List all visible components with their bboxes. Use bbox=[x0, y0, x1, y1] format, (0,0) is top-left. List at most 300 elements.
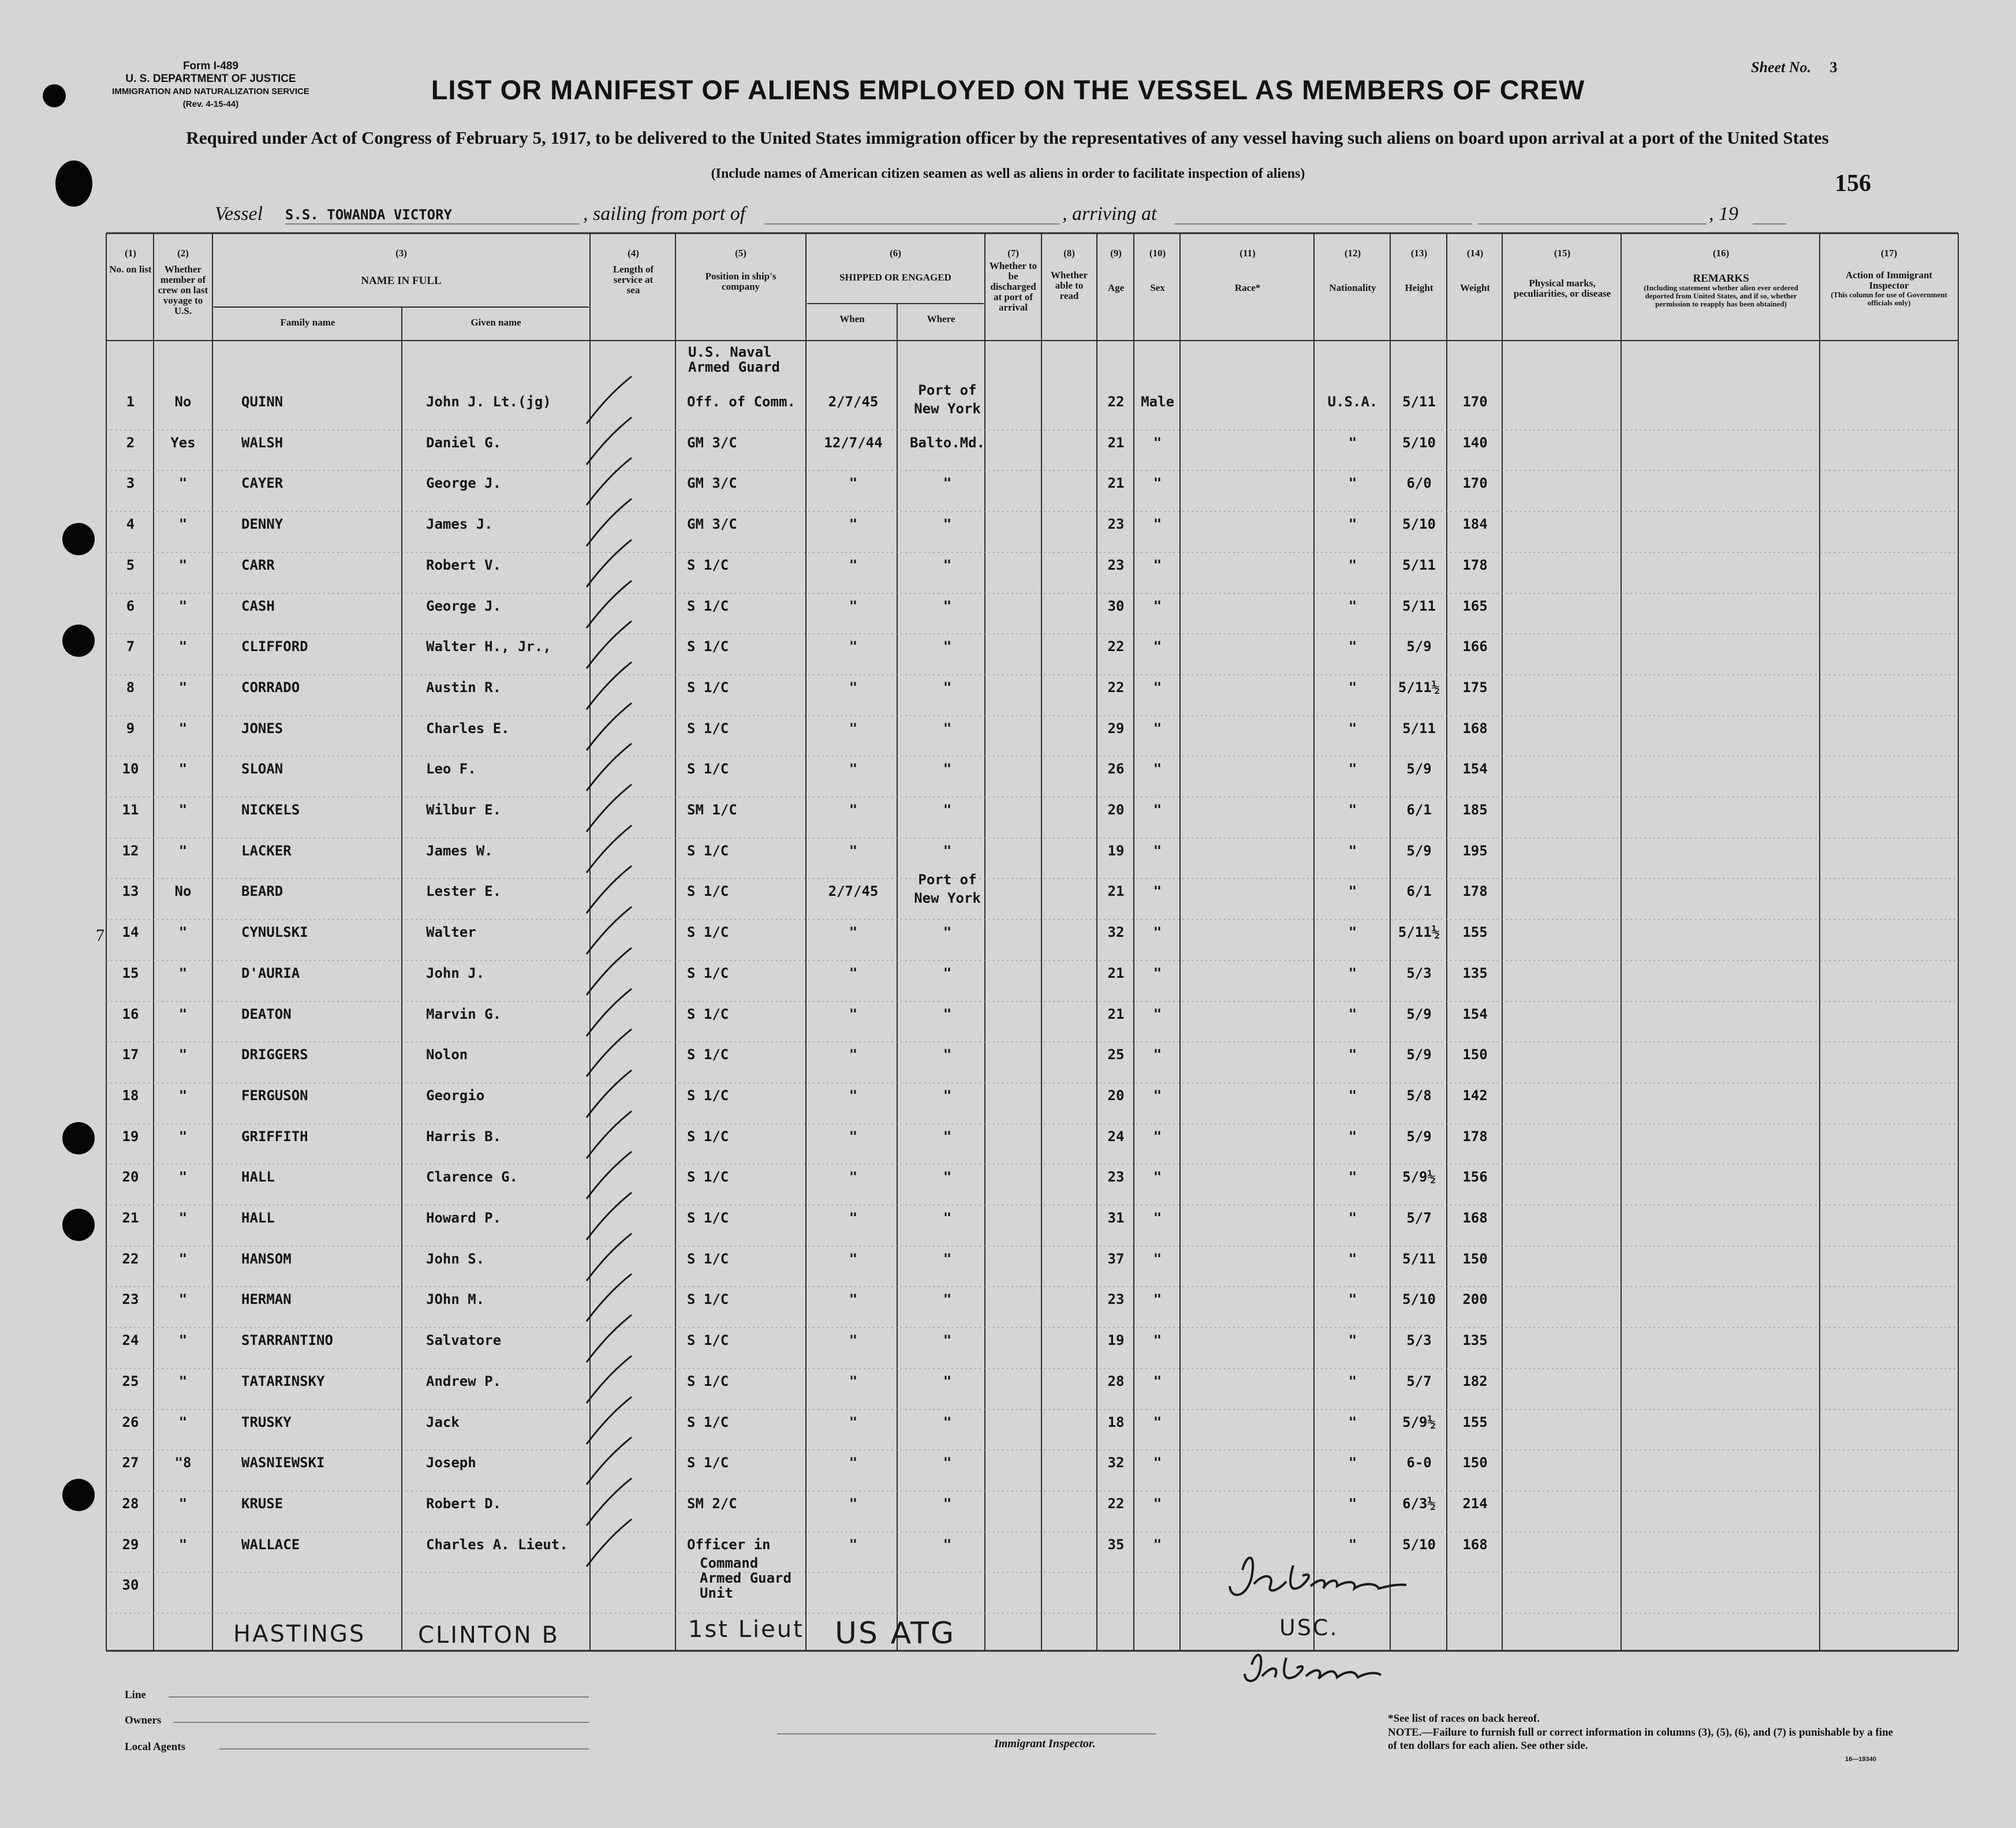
row-number: 24 bbox=[122, 1332, 139, 1348]
row-previous-voyage: No bbox=[174, 394, 192, 410]
row-shipped-where: " bbox=[943, 1087, 952, 1104]
row-age: 22 bbox=[1107, 1496, 1125, 1512]
row-family-name: HALL bbox=[241, 1169, 275, 1185]
page-number: 156 bbox=[1835, 170, 1871, 197]
row-weight: 195 bbox=[1462, 843, 1488, 859]
row-given-name: JOhn M. bbox=[426, 1291, 485, 1307]
col6-num: (6) bbox=[890, 248, 901, 259]
row-nationality: " bbox=[1348, 1496, 1357, 1512]
col17-num: (17) bbox=[1880, 248, 1898, 259]
row-given-name: Robert D. bbox=[426, 1496, 502, 1512]
row-nationality: " bbox=[1348, 1006, 1357, 1022]
row-position: SM 2/C bbox=[687, 1496, 737, 1512]
col16-num: (16) bbox=[1712, 248, 1730, 259]
row-nationality: " bbox=[1348, 965, 1357, 981]
row-nationality: " bbox=[1348, 1087, 1357, 1104]
row-position: GM 3/C bbox=[687, 435, 737, 451]
row-shipped-when: " bbox=[849, 1414, 858, 1430]
row-given-name: Jack bbox=[426, 1414, 460, 1430]
row-given-name: Joseph bbox=[426, 1455, 476, 1471]
row-previous-voyage: " bbox=[178, 965, 188, 981]
row-shipped-when: " bbox=[849, 1169, 858, 1185]
row-nationality: " bbox=[1348, 435, 1357, 451]
row-height: 5/9 bbox=[1406, 638, 1432, 655]
row-shipped-where: " bbox=[943, 802, 952, 818]
row-sex: " bbox=[1153, 475, 1162, 491]
col11-label: Race* bbox=[1234, 282, 1261, 293]
row-number: 4 bbox=[126, 516, 135, 532]
row-shipped-where: " bbox=[943, 1496, 952, 1512]
row-position: S 1/C bbox=[687, 1291, 729, 1307]
row-age: 25 bbox=[1107, 1046, 1125, 1063]
row-shipped-where: " bbox=[943, 516, 952, 532]
row-weight: 168 bbox=[1462, 720, 1488, 737]
row-given-name: Howard P. bbox=[426, 1210, 502, 1226]
row-previous-voyage: Yes bbox=[170, 435, 196, 451]
row-shipped-where: " bbox=[943, 1169, 952, 1185]
row-sex: " bbox=[1153, 1006, 1162, 1022]
col12-num: (12) bbox=[1344, 248, 1361, 259]
year-label: , 19 bbox=[1709, 203, 1738, 225]
row-family-name: HANSOM bbox=[241, 1251, 292, 1267]
row-number: 26 bbox=[122, 1414, 139, 1430]
page-title: LIST OR MANIFEST OF ALIENS EMPLOYED ON THE VESSEL AS MEMBERS OF CREW bbox=[431, 74, 1585, 105]
row-number: 6 bbox=[126, 598, 135, 614]
col3-num: (3) bbox=[395, 248, 407, 259]
row-shipped-where: " bbox=[943, 598, 952, 614]
row-nationality: U.S.A. bbox=[1327, 394, 1378, 410]
row-position: S 1/C bbox=[687, 965, 729, 981]
inspector-label: Immigrant Inspector. bbox=[994, 1737, 1096, 1750]
sheet-value: 3 bbox=[1830, 59, 1838, 76]
row-family-name: GRIFFITH bbox=[241, 1128, 308, 1145]
row-number: 5 bbox=[126, 557, 135, 573]
col7-num: (7) bbox=[1007, 248, 1019, 259]
agents-label: Local Agents bbox=[125, 1741, 186, 1753]
row-sex: " bbox=[1153, 1373, 1162, 1389]
row-position: S 1/C bbox=[687, 1087, 729, 1104]
row-weight: 150 bbox=[1462, 1251, 1488, 1267]
row-weight: 178 bbox=[1462, 1128, 1488, 1145]
row-given-name: Georgio bbox=[426, 1087, 485, 1104]
row-given-name: Daniel G. bbox=[426, 435, 502, 451]
vessel-label: Vessel bbox=[215, 203, 263, 225]
row-given-name: Walter H., Jr., bbox=[426, 638, 551, 655]
row-nationality: " bbox=[1348, 1128, 1357, 1145]
row-sex: " bbox=[1153, 598, 1162, 614]
row-shipped-when: " bbox=[849, 475, 858, 491]
row-shipped-when: " bbox=[849, 638, 858, 655]
row-previous-voyage: " bbox=[178, 761, 188, 777]
row-shipped-where: " bbox=[943, 965, 952, 981]
col6-when-label: When bbox=[839, 313, 865, 324]
row-shipped-when: " bbox=[849, 598, 858, 614]
row-given-name: John J. bbox=[426, 965, 485, 981]
row-shipped-when: " bbox=[849, 720, 858, 737]
row-shipped-when: " bbox=[849, 1455, 858, 1471]
row29-position-line3: Armed Guard bbox=[700, 1570, 792, 1586]
row-shipped-where: " bbox=[943, 1291, 952, 1307]
col3-given-label: Given name bbox=[471, 317, 521, 328]
row-weight: 178 bbox=[1462, 557, 1488, 573]
row-given-name: Salvatore bbox=[426, 1332, 502, 1348]
penalty-note: NOTE.—Failure to furnish full or correct information in columns (3), (5), (6), and (7) is punishable by a fine of ten dollars for each alien. See other side. bbox=[1388, 1726, 1894, 1752]
row-shipped-when: " bbox=[849, 557, 858, 573]
row-weight: 155 bbox=[1462, 1414, 1488, 1430]
row-sex: " bbox=[1153, 802, 1162, 818]
row-position: S 1/C bbox=[687, 638, 729, 655]
row-family-name: BEARD bbox=[241, 883, 283, 899]
vessel-name: S.S. TOWANDA VICTORY bbox=[285, 207, 452, 223]
row-number: 19 bbox=[122, 1128, 139, 1145]
row-given-name: George J. bbox=[426, 598, 502, 614]
row-shipped-when: " bbox=[849, 1373, 858, 1389]
col5-num: (5) bbox=[735, 248, 746, 259]
row-family-name: CASH bbox=[241, 598, 275, 614]
row29-position-line2: Command bbox=[700, 1555, 759, 1571]
owners-label: Owners bbox=[125, 1714, 162, 1726]
row-sex: " bbox=[1153, 516, 1162, 532]
col12-label: Nationality bbox=[1329, 282, 1376, 293]
row-height: 5/7 bbox=[1406, 1373, 1432, 1389]
row-shipped-where: Port of bbox=[918, 872, 977, 888]
row-shipped-where: " bbox=[943, 679, 952, 696]
row-shipped-when: " bbox=[849, 1128, 858, 1145]
row-number: 12 bbox=[122, 843, 139, 859]
row-weight: 170 bbox=[1462, 394, 1488, 410]
col5-label: Position in ship's company bbox=[705, 271, 776, 292]
handwritten-position: 1st Lieut bbox=[688, 1616, 804, 1643]
row-previous-voyage: " bbox=[178, 720, 188, 737]
row-weight: 185 bbox=[1462, 802, 1488, 818]
row-family-name: CARR bbox=[241, 557, 275, 573]
row-age: 21 bbox=[1107, 475, 1125, 491]
row-age: 32 bbox=[1107, 1455, 1125, 1471]
row-height: 5/10 bbox=[1402, 516, 1436, 532]
row-number: 22 bbox=[122, 1251, 139, 1267]
row-age: 19 bbox=[1107, 843, 1125, 859]
col2-label: Whether member of crew on last voyage to U.S. bbox=[158, 264, 208, 316]
row-family-name: STARRANTINO bbox=[241, 1332, 333, 1348]
row-weight: 184 bbox=[1462, 516, 1488, 532]
row-number: 14 bbox=[122, 924, 139, 940]
row-age: 22 bbox=[1107, 394, 1125, 410]
row-previous-voyage: " bbox=[178, 1210, 188, 1226]
col4-label: Length of service at sea bbox=[613, 264, 654, 296]
line-label: Line bbox=[125, 1689, 146, 1701]
row-age: 30 bbox=[1107, 598, 1125, 614]
row-previous-voyage: " bbox=[178, 1373, 188, 1389]
row-sex: " bbox=[1153, 679, 1162, 696]
row-family-name: D'AURIA bbox=[241, 965, 300, 981]
row-family-name: DENNY bbox=[241, 516, 283, 532]
row-given-name: George J. bbox=[426, 475, 502, 491]
row-given-name: James W. bbox=[426, 843, 493, 859]
row-shipped-where-line2: New York bbox=[914, 401, 981, 417]
row-position: S 1/C bbox=[687, 1332, 729, 1348]
row-shipped-where: " bbox=[943, 1414, 952, 1430]
row-height: 6/3½ bbox=[1402, 1496, 1436, 1512]
row-sex: " bbox=[1153, 1210, 1162, 1226]
row-weight: 175 bbox=[1462, 679, 1488, 696]
row-height: 5/11 bbox=[1402, 1251, 1436, 1267]
row-number: 15 bbox=[122, 965, 139, 981]
row-sex: " bbox=[1153, 557, 1162, 573]
row-nationality: " bbox=[1348, 1332, 1357, 1348]
row-family-name: TRUSKY bbox=[241, 1414, 292, 1430]
row-previous-voyage: " bbox=[178, 598, 188, 614]
col4-num: (4) bbox=[628, 248, 639, 259]
row-given-name: Leo F. bbox=[426, 761, 476, 777]
row-sex: " bbox=[1153, 1455, 1162, 1471]
row-given-name: Clarence G. bbox=[426, 1169, 518, 1185]
row-given-name: Nolon bbox=[426, 1046, 468, 1063]
row-nationality: " bbox=[1348, 883, 1357, 899]
include-note: (Include names of American citizen seamen as well as aliens in order to facilitate inspection of aliens) bbox=[711, 166, 1305, 181]
row-shipped-when: " bbox=[849, 965, 858, 981]
row-position: S 1/C bbox=[687, 843, 729, 859]
handwritten-given: CLINTON B bbox=[418, 1622, 559, 1648]
row-sex: " bbox=[1153, 1332, 1162, 1348]
col16-label: REMARKS bbox=[1693, 272, 1749, 285]
row-position: S 1/C bbox=[687, 924, 729, 940]
row-position: SM 1/C bbox=[687, 802, 737, 818]
row-height: 5/3 bbox=[1406, 1332, 1432, 1348]
row-height: 5/11 bbox=[1402, 394, 1436, 410]
row-number: 1 bbox=[126, 394, 135, 410]
row-sex: " bbox=[1153, 435, 1162, 451]
row-family-name: NICKELS bbox=[241, 802, 300, 818]
row-family-name: SLOAN bbox=[241, 761, 283, 777]
row-sex: " bbox=[1153, 1291, 1162, 1307]
row-family-name: WASNIEWSKI bbox=[241, 1455, 325, 1471]
row-sex: " bbox=[1153, 1128, 1162, 1145]
row-shipped-where: " bbox=[943, 557, 952, 573]
row-sex: " bbox=[1153, 1251, 1162, 1267]
row-number: 2 bbox=[126, 435, 135, 451]
unit-header-line2: Armed Guard bbox=[688, 359, 780, 375]
row-given-name: Austin R. bbox=[426, 679, 502, 696]
row-nationality: " bbox=[1348, 1291, 1357, 1307]
row-family-name: WALSH bbox=[241, 435, 283, 451]
row-family-name: KRUSE bbox=[241, 1496, 283, 1512]
row-previous-voyage: " bbox=[178, 1496, 188, 1512]
row-nationality: " bbox=[1348, 1537, 1357, 1553]
row-sex: " bbox=[1153, 761, 1162, 777]
row-sex: Male bbox=[1141, 394, 1174, 410]
row-number: 13 bbox=[122, 883, 139, 899]
row-previous-voyage: No bbox=[174, 883, 192, 899]
handwritten-sig-org: USC. bbox=[1279, 1615, 1339, 1640]
row-height: 5/9½ bbox=[1402, 1169, 1436, 1185]
row-shipped-when: " bbox=[849, 516, 858, 532]
row-weight: 165 bbox=[1462, 598, 1488, 614]
row-family-name: HALL bbox=[241, 1210, 275, 1226]
row-height: 5/10 bbox=[1402, 435, 1436, 451]
row-position: Off. of Comm. bbox=[687, 394, 796, 410]
row-given-name: Robert V. bbox=[426, 557, 502, 573]
sailing-label: , sailing from port of bbox=[583, 203, 746, 225]
row-previous-voyage: " bbox=[178, 1537, 188, 1553]
row-sex: " bbox=[1153, 924, 1162, 940]
row-family-name: WALLACE bbox=[241, 1537, 300, 1553]
row-family-name: TATARINSKY bbox=[241, 1373, 325, 1389]
form-revision: (Rev. 4-15-44) bbox=[182, 99, 239, 109]
row-nationality: " bbox=[1348, 761, 1357, 777]
row-weight: 214 bbox=[1462, 1496, 1488, 1512]
col14-num: (14) bbox=[1466, 248, 1484, 259]
row-position: S 1/C bbox=[687, 1128, 729, 1145]
row-number: 16 bbox=[122, 1006, 139, 1022]
row-nationality: " bbox=[1348, 1251, 1357, 1267]
row-family-name: CLIFFORD bbox=[241, 638, 308, 655]
row-family-name: FERGUSON bbox=[241, 1087, 308, 1104]
col16-sub: (Including statement whether alien ever ordered deported from United States, and if so, whether permission to reapply has been obtained) bbox=[1644, 283, 1798, 308]
col10-label: Sex bbox=[1150, 282, 1165, 293]
row-previous-voyage: " bbox=[178, 475, 188, 491]
form-service: IMMIGRATION AND NATURALIZATION SERVICE bbox=[112, 87, 309, 96]
row-given-name: Walter bbox=[426, 924, 476, 940]
col17-label: Action of Immigrant Inspector bbox=[1845, 270, 1933, 291]
row-position: S 1/C bbox=[687, 883, 729, 899]
row-shipped-where: " bbox=[943, 475, 952, 491]
row-position: S 1/C bbox=[687, 761, 729, 777]
row-height: 5/11½ bbox=[1398, 679, 1440, 696]
row-shipped-where: " bbox=[943, 638, 952, 655]
row-previous-voyage: " bbox=[178, 1087, 188, 1104]
row-sex: " bbox=[1153, 1046, 1162, 1063]
col3-family-label: Family name bbox=[280, 317, 335, 328]
row-number: 7 bbox=[126, 638, 135, 655]
row-given-name: Lester E. bbox=[426, 883, 502, 899]
row-age: 21 bbox=[1107, 1006, 1125, 1022]
row-age: 20 bbox=[1107, 802, 1125, 818]
row-shipped-when: " bbox=[849, 1537, 858, 1553]
row-height: 6-0 bbox=[1406, 1455, 1432, 1471]
row-position: S 1/C bbox=[687, 598, 729, 614]
row-position: S 1/C bbox=[687, 1169, 729, 1185]
col15-num: (15) bbox=[1554, 248, 1571, 259]
row-shipped-when: " bbox=[849, 1046, 858, 1063]
row-weight: 182 bbox=[1462, 1373, 1488, 1389]
unit-header-line1: U.S. Naval bbox=[688, 344, 772, 360]
row-age: 18 bbox=[1107, 1414, 1125, 1430]
col2-num: (2) bbox=[177, 248, 189, 259]
row-family-name: DEATON bbox=[241, 1006, 292, 1022]
row-position: S 1/C bbox=[687, 557, 729, 573]
row-age: 19 bbox=[1107, 1332, 1125, 1348]
handwritten-shipped: US ATG bbox=[835, 1616, 956, 1651]
row-shipped-where: " bbox=[943, 924, 952, 940]
row-shipped-when: " bbox=[849, 1251, 858, 1267]
row-family-name: QUINN bbox=[241, 394, 283, 410]
row-weight: 168 bbox=[1462, 1537, 1488, 1553]
row-height: 6/0 bbox=[1406, 475, 1432, 491]
row-given-name: John S. bbox=[426, 1251, 485, 1267]
row-position: S 1/C bbox=[687, 1251, 729, 1267]
col7-label: Whether to be discharged at port of arrival bbox=[989, 260, 1037, 313]
row-family-name: CORRADO bbox=[241, 679, 300, 696]
row-given-name: John J. Lt.(jg) bbox=[426, 394, 551, 410]
col8-label: Whether able to read bbox=[1050, 270, 1088, 301]
row-height: 5/9 bbox=[1406, 843, 1432, 859]
row-position: S 1/C bbox=[687, 1210, 729, 1226]
row-nationality: " bbox=[1348, 720, 1357, 737]
row-weight: 154 bbox=[1462, 761, 1488, 777]
row-position: S 1/C bbox=[687, 1414, 729, 1430]
row-height: 5/9 bbox=[1406, 1046, 1432, 1063]
row-position: S 1/C bbox=[687, 720, 729, 737]
col11-num: (11) bbox=[1240, 248, 1256, 259]
row-number: 28 bbox=[122, 1496, 139, 1512]
row-shipped-when: " bbox=[849, 843, 858, 859]
row-family-name: HERMAN bbox=[241, 1291, 292, 1307]
row-age: 26 bbox=[1107, 761, 1125, 777]
row-age: 21 bbox=[1107, 435, 1125, 451]
row-age: 29 bbox=[1107, 720, 1125, 737]
row-age: 23 bbox=[1107, 1169, 1125, 1185]
row-previous-voyage: " bbox=[178, 1006, 188, 1022]
row-nationality: " bbox=[1348, 924, 1357, 940]
row-nationality: " bbox=[1348, 1046, 1357, 1063]
row-number: 18 bbox=[122, 1087, 139, 1104]
row-weight: 200 bbox=[1462, 1291, 1488, 1307]
row-sex: " bbox=[1153, 1537, 1162, 1553]
row-family-name: CYNULSKI bbox=[241, 924, 308, 940]
row-age: 21 bbox=[1107, 965, 1125, 981]
print-code: 16—19340 bbox=[1845, 1756, 1876, 1763]
row-height: 6/1 bbox=[1406, 802, 1432, 818]
row-height: 5/7 bbox=[1406, 1210, 1432, 1226]
row-nationality: " bbox=[1348, 516, 1357, 532]
col1-num: (1) bbox=[125, 248, 136, 259]
row-age: 22 bbox=[1107, 679, 1125, 696]
row-previous-voyage: " bbox=[178, 1046, 188, 1063]
row-height: 5/8 bbox=[1406, 1087, 1432, 1104]
row-nationality: " bbox=[1348, 802, 1357, 818]
row-shipped-where: " bbox=[943, 1332, 952, 1348]
col3-label: NAME IN FULL bbox=[361, 275, 442, 287]
row-shipped-where: " bbox=[943, 1537, 952, 1553]
row-position: GM 3/C bbox=[687, 516, 737, 532]
row-previous-voyage: " bbox=[178, 1291, 188, 1307]
row-shipped-where: Port of bbox=[918, 382, 977, 398]
row-nationality: " bbox=[1348, 557, 1357, 573]
row-nationality: " bbox=[1348, 1169, 1357, 1185]
row-previous-voyage: " bbox=[178, 679, 188, 696]
row-shipped-when: " bbox=[849, 1087, 858, 1104]
row-shipped-when: " bbox=[849, 1332, 858, 1348]
row-shipped-where: " bbox=[943, 1046, 952, 1063]
row-sex: " bbox=[1153, 638, 1162, 655]
row-age: 22 bbox=[1107, 638, 1125, 655]
row-number: 23 bbox=[122, 1291, 139, 1307]
row-number: 27 bbox=[122, 1455, 139, 1471]
row-height: 5/9½ bbox=[1402, 1414, 1436, 1430]
row-height: 5/11 bbox=[1402, 598, 1436, 614]
row-position: S 1/C bbox=[687, 1373, 729, 1389]
row-sex: " bbox=[1153, 1087, 1162, 1104]
row-shipped-where: " bbox=[943, 761, 952, 777]
row-shipped-when: 12/7/44 bbox=[824, 435, 883, 451]
form-department: U. S. DEPARTMENT OF JUSTICE bbox=[125, 73, 296, 85]
row-sex: " bbox=[1153, 965, 1162, 981]
row-weight: 150 bbox=[1462, 1046, 1488, 1063]
row-number: 8 bbox=[126, 679, 135, 696]
row-age: 23 bbox=[1107, 1291, 1125, 1307]
row-age: 23 bbox=[1107, 516, 1125, 532]
row-given-name: Marvin G. bbox=[426, 1006, 502, 1022]
